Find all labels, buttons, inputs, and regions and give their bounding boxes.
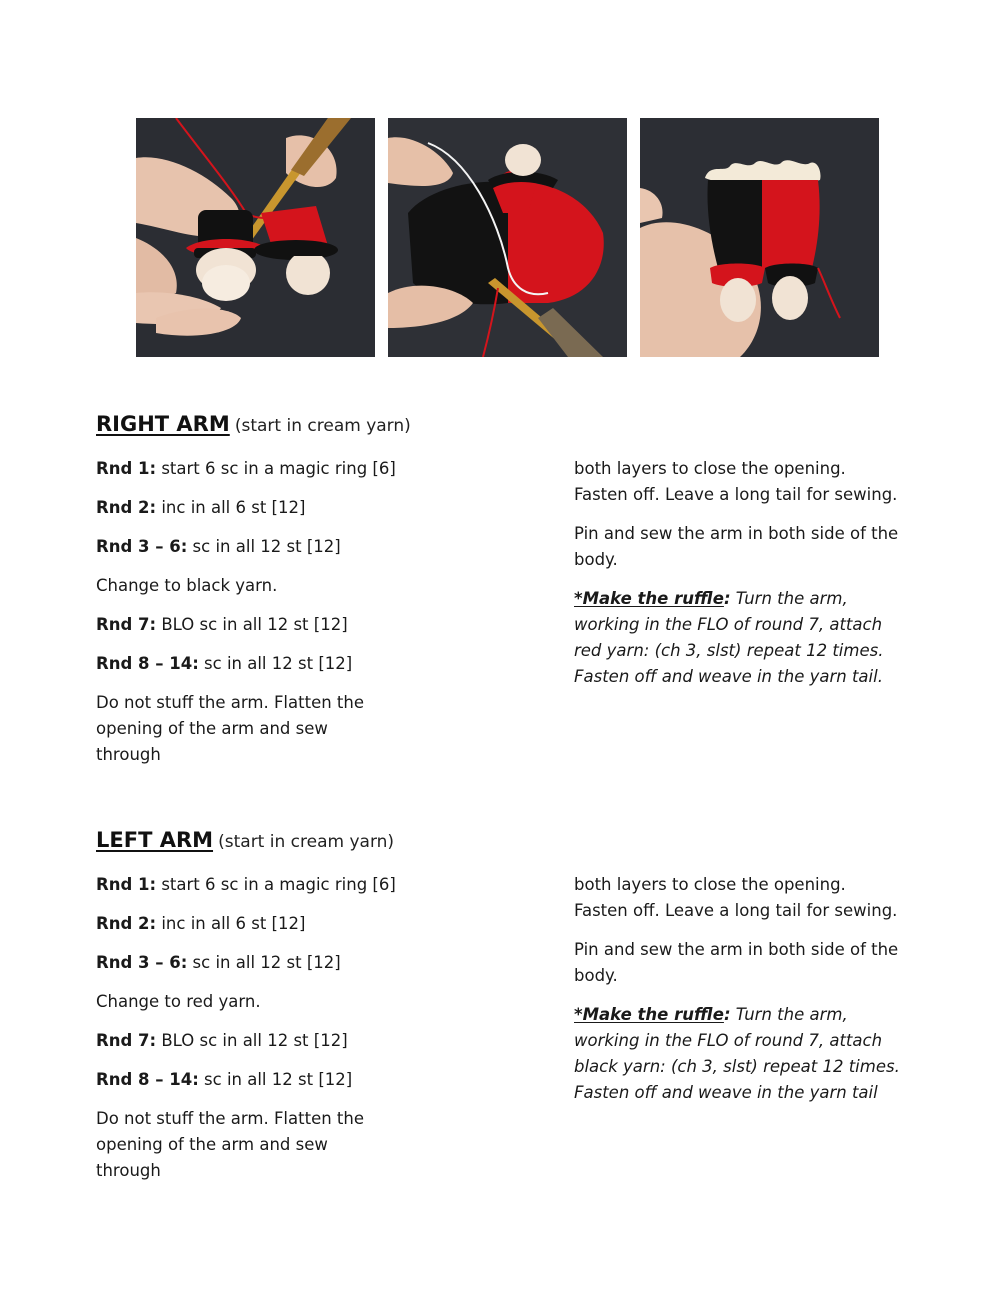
right-arm-title: RIGHT ARM (96, 412, 230, 436)
rnd-text: sc in all 12 st [12] (198, 654, 353, 673)
rnd-text: sc in all 12 st [12] (198, 1070, 353, 1089)
right-arm-subtitle: (start in cream yarn) (234, 416, 411, 436)
left-arm-heading (96, 828, 394, 852)
right-arm-closing-cont: both layers to close the opening. Fasten off. Leave a long tail for sewing. (574, 459, 898, 504)
ruffle-text: Turn the arm, working in the FLO of round 7, attach red yarn: (ch 3, slst) repeat 12 times. Fasten off and weave in the yarn tail. (574, 589, 884, 686)
rnd-text: sc in all 12 st [12] (187, 953, 341, 972)
rnd-text: inc in all 6 st [12] (156, 498, 306, 517)
left-arm-change-color: Change to red yarn. (96, 992, 261, 1011)
rnd-text: inc in all 6 st [12] (156, 914, 306, 933)
left-arm-rnd-8-14 (96, 1067, 352, 1093)
left-arm-rnd-3-6 (96, 950, 341, 976)
ruffle-label: *Make the ruffle (574, 1005, 724, 1024)
ruffle-colon: : (723, 1005, 731, 1024)
left-arm-closing: Do not stuff the arm. Flatten the opening of the arm and sew through (96, 1109, 364, 1180)
right-arm-rnd-7 (96, 612, 348, 638)
right-arm-section (0, 412, 1000, 764)
rnd-label: Rnd 3 – 6: (96, 537, 188, 556)
right-arm-change-color: Change to black yarn. (96, 576, 278, 595)
right-arm-rnd-8-14 (96, 651, 352, 677)
rnd-text: sc in all 12 st [12] (187, 537, 341, 556)
left-arm-rnd-1 (96, 872, 396, 898)
rnd-text: start 6 sc in a magic ring [6] (156, 459, 396, 478)
photo-finished-arms (640, 118, 879, 357)
left-arm-closing-cont: both layers to close the opening. Fasten off. Leave a long tail for sewing. (574, 875, 898, 920)
rnd-label: Rnd 2: (96, 914, 157, 933)
ruffle-colon: : (723, 589, 731, 608)
left-arm-rnd-7 (96, 1028, 348, 1054)
right-arm-heading (96, 412, 411, 436)
right-arm-rnd-3-6 (96, 534, 341, 560)
photo-sewing-arm (388, 118, 627, 357)
left-arm-subtitle: (start in cream yarn) (218, 832, 395, 852)
right-arm-pin-sew: Pin and sew the arm in both side of the body. (574, 524, 899, 569)
ruffle-label: *Make the ruffle (574, 589, 724, 608)
ruffle-text: Turn the arm, working in the FLO of round 7, attach black yarn: (ch 3, slst) repeat 12 times. Fasten off and weave in the yarn tail (574, 1005, 900, 1102)
rnd-text: BLO sc in all 12 st [12] (156, 615, 348, 634)
rnd-label: Rnd 2: (96, 498, 157, 517)
photo-ruffle-crochet (136, 118, 375, 357)
left-arm-ruffle (574, 1002, 904, 1106)
right-arm-rnd-1 (96, 456, 396, 482)
right-arm-rnd-2 (96, 495, 305, 521)
left-arm-pin-sew: Pin and sew the arm in both side of the body. (574, 940, 899, 985)
rnd-label: Rnd 8 – 14: (96, 1070, 199, 1089)
right-arm-closing: Do not stuff the arm. Flatten the opening of the arm and sew through (96, 693, 364, 764)
right-arm-ruffle (574, 586, 904, 690)
rnd-text: BLO sc in all 12 st [12] (156, 1031, 348, 1050)
rnd-text: start 6 sc in a magic ring [6] (156, 875, 396, 894)
left-arm-rnd-2 (96, 911, 305, 937)
rnd-label: Rnd 1: (96, 875, 157, 894)
rnd-label: Rnd 1: (96, 459, 157, 478)
left-arm-section (0, 828, 1000, 1180)
left-arm-title: LEFT ARM (96, 828, 214, 852)
rnd-label: Rnd 3 – 6: (96, 953, 188, 972)
rnd-label: Rnd 7: (96, 1031, 157, 1050)
rnd-label: Rnd 7: (96, 615, 157, 634)
rnd-label: Rnd 8 – 14: (96, 654, 199, 673)
